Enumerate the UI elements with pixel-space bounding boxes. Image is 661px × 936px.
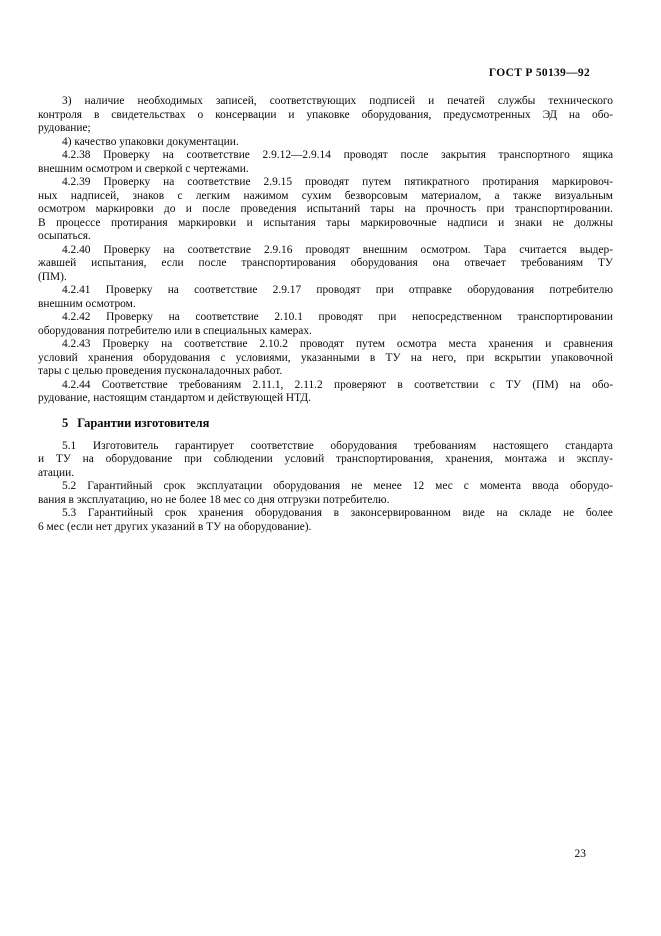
paragraph bbox=[38, 480, 613, 507]
text-line: 4.2.40 Проверку на соответствие 2.9.16 проводят внешним осмотром. Тара считается выдер- bbox=[62, 243, 613, 256]
text-line: и ТУ на оборудование при соблюдении условий транспортирования, хранения, монтажа и эксплу- bbox=[38, 453, 613, 465]
text-line: жавшей испытания, если после транспортирования оборудования она отвечает требованиям ТУ bbox=[38, 257, 613, 269]
paragraph bbox=[38, 379, 613, 406]
text-line: 3) наличие необходимых записей, соответствующих подписей и печатей службы технического bbox=[62, 95, 613, 107]
paragraph bbox=[38, 95, 613, 136]
paragraph bbox=[38, 284, 613, 311]
text-line: осыпаться. bbox=[38, 230, 91, 242]
paragraph bbox=[38, 338, 613, 379]
section-heading bbox=[38, 415, 613, 431]
paragraph bbox=[38, 136, 613, 150]
text-line: внешним осмотром. bbox=[38, 297, 136, 310]
section-title: Гарантии изготовителя bbox=[77, 415, 210, 430]
text-line: 4.2.44 Соответствие требованиям 2.11.1, 2.11.2 проверяют в соответствии с ТУ (ПМ) на обо- bbox=[62, 378, 613, 391]
text-line: 5.1 Изготовитель гарантирует соответствие оборудования требованиям настоящего стандарта bbox=[62, 439, 613, 452]
text-line: рудование, настоящим стандартом и действующей НТД. bbox=[38, 392, 311, 404]
section-number: 5 bbox=[62, 415, 69, 430]
text-line: условий хранения оборудования с условиями, указанными в ТУ на него, при вскрытии упаковочной bbox=[38, 351, 613, 364]
text-line: внешним осмотром и сверкой с чертежами. bbox=[38, 162, 249, 175]
paragraph bbox=[38, 244, 613, 285]
text-line: 4.2.42 Проверку на соответствие 2.10.1 проводят при непосредственном транспортировании bbox=[62, 311, 613, 323]
gost-standard-number-header: ГОСТ Р 50139—92 bbox=[488, 67, 590, 79]
paragraph bbox=[38, 507, 613, 534]
text-line: тары с целью проведения пусконаладочных работ. bbox=[38, 365, 283, 377]
text-line: 6 мес (если нет других указаний в ТУ на оборудование). bbox=[38, 520, 312, 533]
text-line: атации. bbox=[38, 466, 75, 479]
text-line: ных надписей, знаков с легким нажимом сухим безворсовым материалом, а также визуальным bbox=[38, 189, 613, 202]
paragraph bbox=[38, 311, 613, 338]
text-line: (ПМ). bbox=[38, 270, 67, 283]
text-line: 5.2 Гарантийный срок эксплуатации оборудования не менее 12 мес с момента ввода оборудо- bbox=[62, 480, 613, 492]
text-line: 4.2.38 Проверку на соответствие 2.9.12—2.9.14 проводят после закрытия транспортного ящика bbox=[62, 149, 613, 161]
text-line: 4.2.43 Проверку на соответствие 2.10.2 проводят путем осмотра места хранения и сравнения bbox=[62, 338, 613, 350]
text-line: осмотром маркировки до и после проведения испытаний тары на прочность при транспортировании. bbox=[38, 203, 613, 215]
paragraph bbox=[38, 149, 613, 176]
text-line: 4.2.39 Проверку на соответствие 2.9.15 проводят путем пятикратного протирания маркировоч- bbox=[62, 176, 613, 188]
paragraph bbox=[38, 440, 613, 481]
text-line: оборудования потребителю или в специальных камерах. bbox=[38, 324, 312, 337]
text-line: контроля в свидетельствах о консервации и упаковке оборудования, предусмотренных ЭД на обо- bbox=[38, 108, 613, 121]
page-number: 23 bbox=[574, 848, 586, 860]
text-line: 5.3 Гарантийный срок хранения оборудования в законсервированном виде на складе не более bbox=[62, 507, 613, 519]
text-line: рудование; bbox=[38, 122, 91, 134]
document-body bbox=[38, 95, 613, 534]
text-line: 4) качество упаковки документации. bbox=[62, 135, 239, 148]
text-line: вания в эксплуатацию, но не более 18 мес со дня отгрузки потребителю. bbox=[38, 493, 390, 506]
text-line: В процессе протирания маркировки и испытания тары маркировочные надписи и знаки не должны bbox=[38, 216, 613, 229]
paragraph bbox=[38, 176, 613, 244]
text-line: 4.2.41 Проверку на соответствие 2.9.17 проводят при отправке оборудования потребителю bbox=[62, 284, 613, 296]
